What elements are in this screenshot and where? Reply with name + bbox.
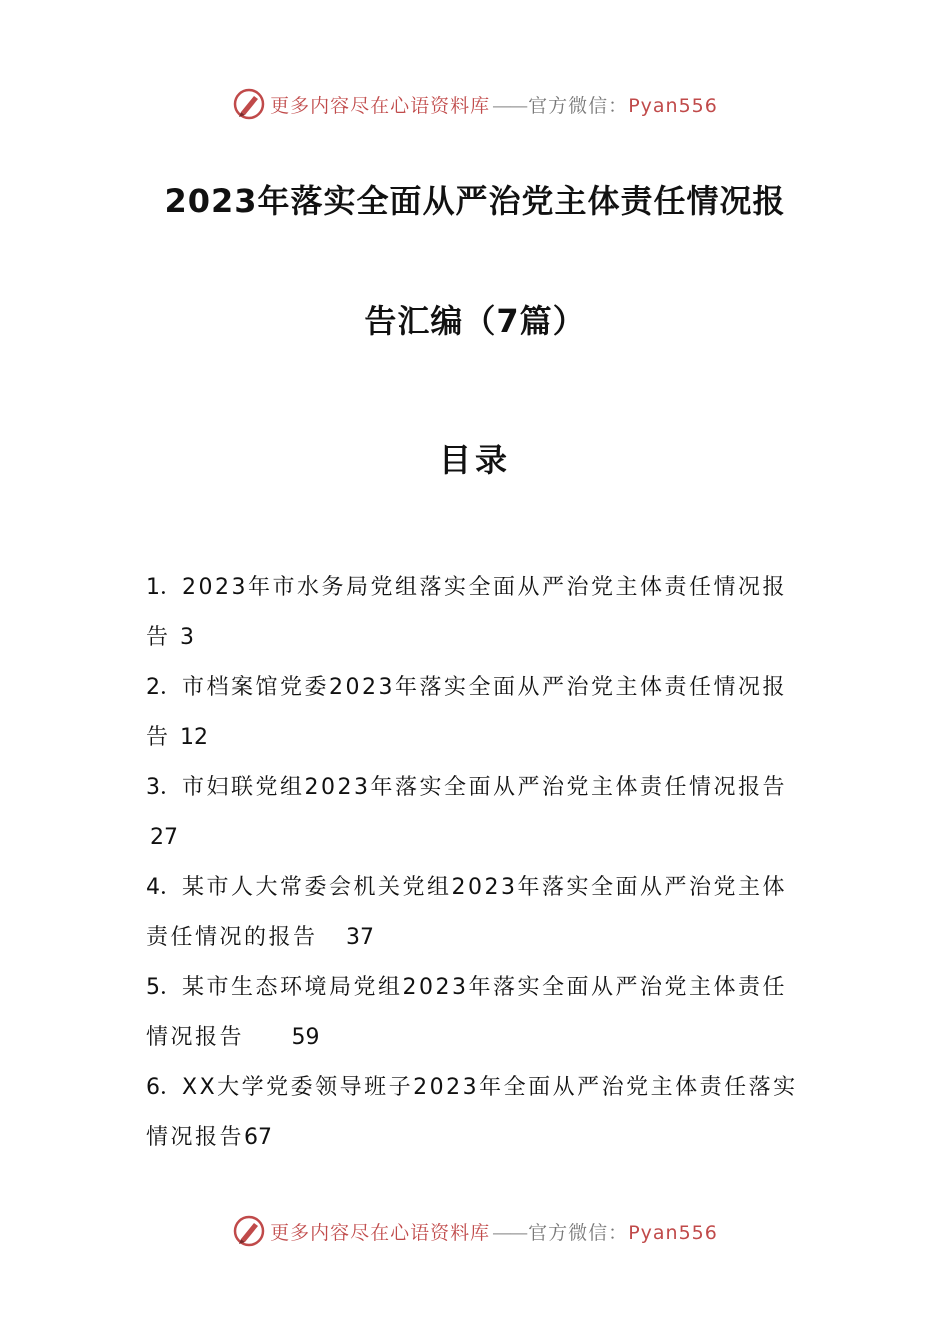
toc-item-6[interactable] (146, 1063, 808, 1163)
toc-item-number: 6． (146, 1075, 182, 1100)
toc-item-4[interactable] (146, 863, 808, 963)
toc-item-title: 某市生态环境局党组2023年落实全面从严治党主体责任情况报告 (146, 975, 787, 1050)
watermark-wechat-id: Pyan556 (628, 1221, 718, 1244)
watermark-footer (0, 1211, 950, 1251)
toc-item-number: 1． (146, 575, 182, 600)
toc-item-number: 5． (146, 975, 182, 1000)
watermark-official-label: 官方微信： (528, 94, 629, 117)
watermark-official-label: 官方微信： (528, 1221, 629, 1244)
toc-item-title: 市妇联党组2023年落实全面从严治党主体责任情况报告 (182, 775, 787, 800)
toc-item-title: 某市人大常委会机关党组2023年落实全面从严治党主体责任情况的报告 (146, 875, 787, 950)
toc-item-title: 市档案馆党委2023年落实全面从严治党主体责任情况报告 (146, 675, 787, 750)
document-title-line-1: 2023年落实全面从严治党主体责任情况报 (164, 182, 786, 220)
watermark-main-text: 更多内容尽在心语资料库 (270, 1221, 491, 1244)
watermark-dash: —— (492, 1221, 527, 1244)
toc-item-number: 4． (146, 875, 182, 900)
toc-item-page: 59 (291, 1025, 320, 1050)
toc-item-1[interactable] (146, 563, 808, 663)
watermark-dash: —— (492, 94, 527, 117)
watermark-wechat-id: Pyan556 (628, 94, 718, 117)
toc-item-number: 2． (146, 675, 182, 700)
toc-item-page: 27 (150, 825, 178, 850)
toc-item-title: XX大学党委领导班子2023年全面从严治党主体责任落实情况报告 (146, 1075, 798, 1150)
toc-item-title: 2023年市水务局党组落实全面从严治党主体责任情况报告 (146, 575, 787, 650)
document-title-line-2: 告汇编（7篇） (364, 302, 586, 340)
toc-item-page: 67 (244, 1125, 273, 1150)
toc-item-2[interactable] (146, 663, 808, 763)
toc-item-number: 3． (146, 775, 182, 800)
toc-item-5[interactable] (146, 963, 808, 1063)
toc-item-page: 37 (346, 925, 374, 950)
pen-logo-icon (232, 1214, 266, 1248)
watermark-header (0, 84, 950, 124)
table-of-contents (146, 563, 808, 1163)
toc-heading: 目录 (438, 441, 511, 479)
pen-logo-icon (232, 87, 266, 121)
toc-item-page: 3 (180, 625, 195, 650)
toc-item-3[interactable] (146, 763, 808, 863)
toc-item-page: 12 (180, 725, 209, 750)
watermark-main-text: 更多内容尽在心语资料库 (270, 94, 491, 117)
